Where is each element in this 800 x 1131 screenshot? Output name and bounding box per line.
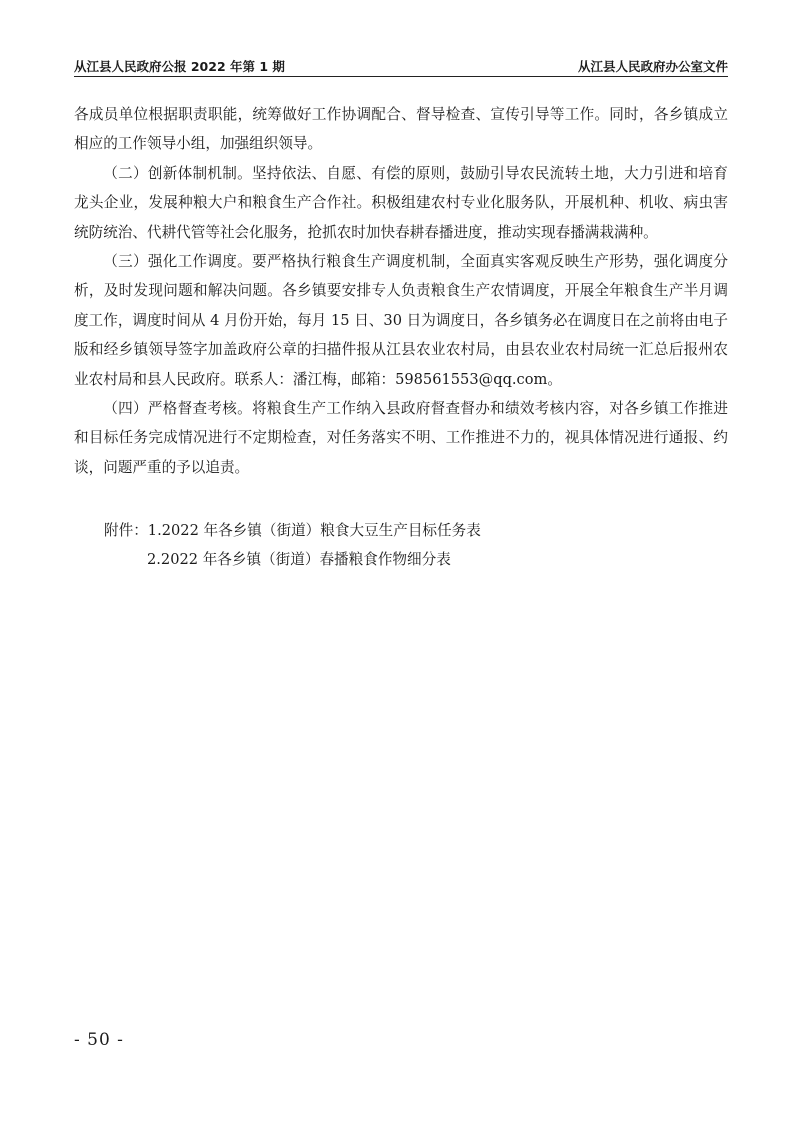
attachment-item-1: 1.2022 年各乡镇（街道）粮食大豆生产目标任务表	[147, 522, 481, 539]
gazette-title: 从江县人民政府公报 2022 年第 1 期	[74, 59, 285, 74]
document-body	[74, 100, 728, 482]
paragraph-continuation: 各成员单位根据职责职能，统筹做好工作协调配合、督导检查、宣传引导等工作。同时，各乡镇成立相应的工作领导小组，加强组织领导。	[74, 106, 728, 153]
attachment-item	[104, 516, 481, 545]
paragraph-supervision-assessment: （四）严格督查考核。将粮食生产工作纳入县政府督查督办和绩效考核内容，对各乡镇工作推进和目标任务完成情况进行不定期检查，对任务落实不明、工作推进不力的，视具体情况进行通报、约谈，问题严重的予以追责。	[74, 400, 728, 476]
office-document-label: 从江县人民政府办公室文件	[577, 59, 728, 74]
attachments-label: 附件：	[104, 522, 148, 539]
page-number: - 50 -	[74, 1030, 124, 1050]
paragraph-work-scheduling: （三）强化工作调度。要严格执行粮食生产调度机制，全面真实客观反映生产形势，强化调度分析，及时发现问题和解决问题。各乡镇要安排专人负责粮食生产农情调度，开展全年粮食生产半月调度工作，调度时间从 4 月份开始，每月 15 日、30 日为调度日，各乡镇务必在调度日在之前将由电子版和经乡镇领导签字加盖政府公章的扫描件报从江县农业农村局，由县农业农村局统一汇总后报州农业农村局和县人民政府。联系人：潘江梅，邮箱：598561553@qq.com。	[74, 253, 728, 388]
page-header	[74, 52, 728, 77]
paragraph-innovation-mechanism: （二）创新体制机制。坚持依法、自愿、有偿的原则，鼓励引导农民流转土地，大力引进和培育龙头企业，发展种粮大户和粮食生产合作社。积极组建农村专业化服务队，开展机种、机收、病虫害统防统治、代耕代管等社会化服务，抢抓农时加快春耕春播进度，推动实现春播满栽满种。	[74, 164, 728, 241]
attachment-item	[104, 545, 481, 574]
attachment-item-2: 2.2022 年各乡镇（街道）春播粮食作物细分表	[147, 551, 451, 569]
attachments-list	[104, 516, 481, 575]
